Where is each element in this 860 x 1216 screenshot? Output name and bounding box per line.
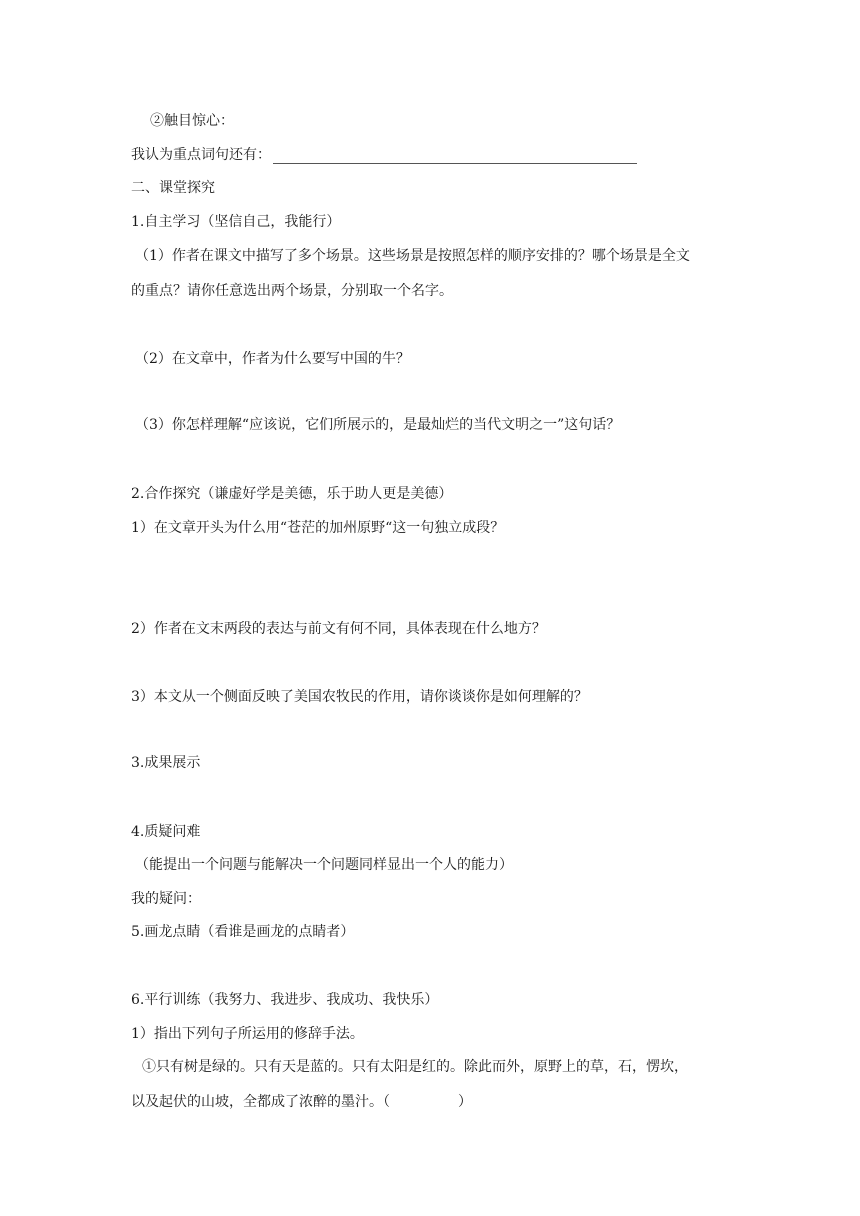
coop-q3: 3）本文从一个侧面反映了美国农牧民的作用，请你谈谈你是如何理解的？ [131, 689, 588, 705]
section-title: 二、课堂探究 [131, 180, 215, 196]
self-study-heading: 1.自主学习（坚信自己，我能行） [131, 214, 341, 230]
self-study-q2: （2）在文章中，作者为什么要写中国的牛？ [135, 351, 410, 367]
prelude-item-2: ②触目惊心： [150, 113, 234, 129]
finishing-heading: 5.画龙点睛（看谁是画龙的点睛者） [131, 924, 355, 940]
key-words-label: 我认为重点词句还有： [131, 147, 271, 163]
results-heading: 3.成果展示 [131, 755, 201, 771]
self-study-q1-line2: 的重点？请你任意选出两个场景，分别取一个名字。 [131, 283, 453, 299]
practice-item1-text: 以及起伏的山坡，全都成了浓醉的墨汁。（ [131, 1094, 390, 1110]
coop-heading: 2.合作探究（谦虚好学是美德，乐于助人更是美德） [131, 486, 453, 502]
practice-item1-line1: ①只有树是绿的。只有天是蓝的。只有太阳是红的。除此而外，原野上的草，石，愣坎， [142, 1059, 688, 1075]
practice-q1: 1）指出下列句子所运用的修辞手法。 [131, 1026, 364, 1042]
practice-item1-close-paren: ） [458, 1094, 472, 1110]
coop-q2: 2）作者在文末两段的表达与前文有何不同，具体表现在什么地方？ [131, 621, 546, 637]
practice-heading: 6.平行训练（我努力、我进步、我成功、我快乐） [131, 992, 439, 1008]
self-study-q1-line1: （1）作者在课文中描写了多个场景。这些场景是按照怎样的顺序安排的？哪个场景是全文 [135, 248, 690, 264]
questions-note: （能提出一个问题与能解决一个问题同样显出一个人的能力） [135, 857, 513, 873]
practice-item1-line2 [131, 1093, 472, 1111]
questions-heading: 4.质疑问难 [131, 824, 201, 840]
key-words-blank[interactable] [273, 149, 637, 164]
my-question-label: 我的疑问： [131, 891, 201, 907]
coop-q1: 1）在文章开头为什么用“苍茫的加州原野“这一句独立成段？ [131, 520, 505, 536]
key-words-line [131, 146, 637, 164]
self-study-q3: （3）你怎样理解“应该说，它们所展示的，是最灿烂的当代文明之一”这句话？ [135, 417, 621, 433]
